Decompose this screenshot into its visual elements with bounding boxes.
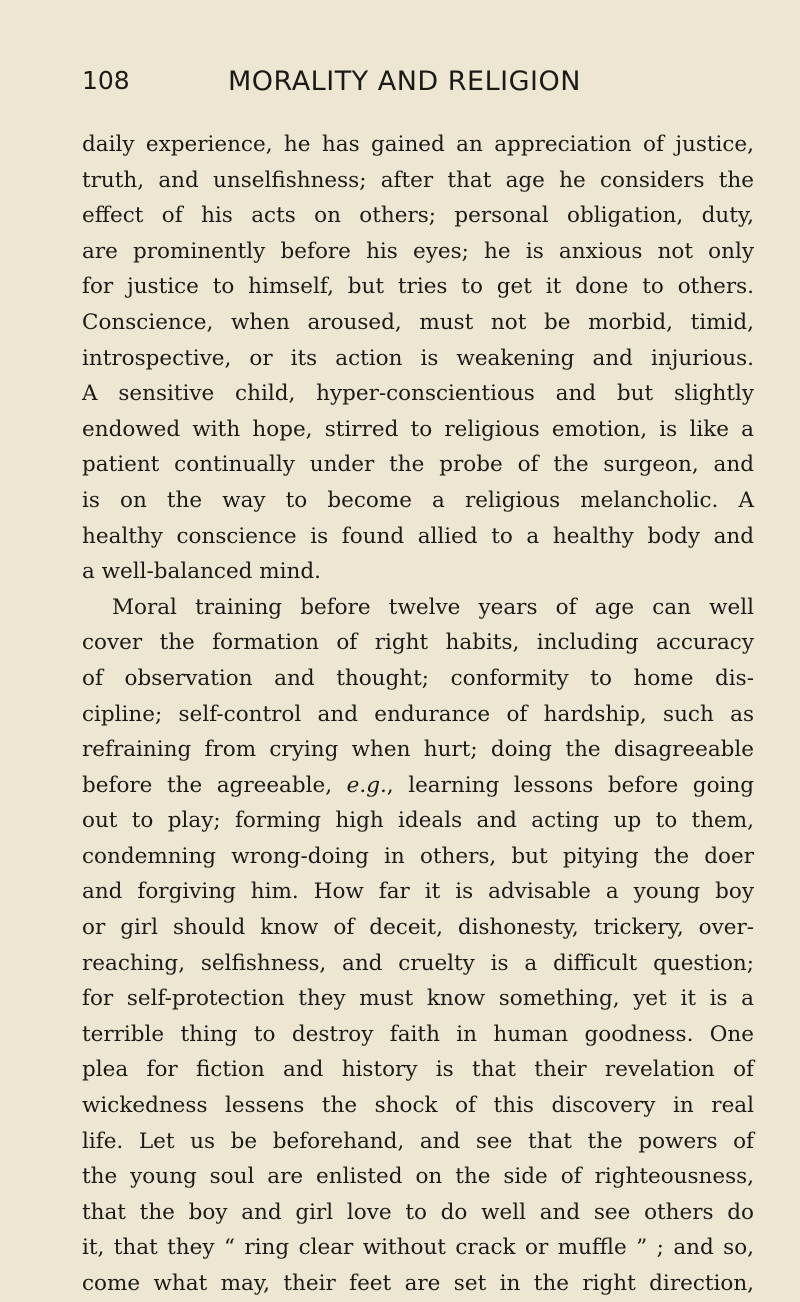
text-fragment: before the agreeable, bbox=[82, 772, 333, 798]
text-line: life. Let us be beforehand, and see that the powers of bbox=[82, 1128, 754, 1154]
italic-abbreviation: e.g. bbox=[346, 772, 387, 798]
text-line: cipline; self-control and endurance of hardship, such as bbox=[82, 701, 754, 727]
text-line: truth, and unselfishness; after that age he considers the bbox=[82, 167, 754, 193]
text-line: or girl should know of deceit, dishonesty, trickery, over- bbox=[82, 915, 754, 941]
text-line: it, that they “ ring clear without crack or muffle ” ; and so, bbox=[82, 1235, 754, 1261]
text-line: A sensitive child, hyper-conscientious and but slightly bbox=[82, 381, 754, 407]
text-line: refraining from crying when hurt; doing the disagreeable bbox=[82, 737, 754, 763]
running-head bbox=[82, 66, 754, 106]
text-fragment: , learning lessons before going bbox=[386, 772, 754, 798]
text-line: daily experience, he has gained an appreciation of justice, bbox=[82, 132, 754, 157]
text-line: terrible thing to destroy faith in human goodness. One bbox=[82, 1021, 754, 1047]
chapter-title: MORALITY AND RELIGION bbox=[228, 66, 581, 97]
page-number: 108 bbox=[82, 66, 130, 95]
body-text bbox=[82, 127, 754, 1302]
text-line: and forgiving him. How far it is advisable a young boy bbox=[82, 879, 754, 905]
text-line: are prominently before his eyes; he is anxious not only bbox=[82, 238, 754, 264]
text-line: for self-protection they must know something, yet it is a bbox=[82, 986, 754, 1012]
text-line: condemning wrong-doing in others, but pitying the doer bbox=[82, 843, 754, 869]
text-line: healthy conscience is found allied to a healthy body and bbox=[82, 523, 754, 549]
text-line: wickedness lessens the shock of this discovery in real bbox=[82, 1093, 754, 1119]
text-line: cover the formation of right habits, including accuracy bbox=[82, 630, 754, 656]
text-line: Conscience, when aroused, must not be morbid, timid, bbox=[82, 309, 754, 335]
text-line: effect of his acts on others; personal obligation, duty, bbox=[82, 203, 754, 229]
text-line: patient continually under the probe of the surgeon, and bbox=[82, 452, 754, 478]
text-line-with-italic bbox=[82, 768, 754, 804]
text-line: for justice to himself, but tries to get it done to others. bbox=[82, 274, 754, 300]
text-line: out to play; forming high ideals and acting up to them, bbox=[82, 808, 754, 834]
text-line: endowed with hope, stirred to religious emotion, is like a bbox=[82, 416, 754, 442]
text-line: of observation and thought; conformity to home dis- bbox=[82, 665, 754, 691]
text-line: reaching, selfishness, and cruelty is a difficult question; bbox=[82, 950, 754, 976]
text-line: plea for fiction and history is that their revelation of bbox=[82, 1057, 754, 1083]
text-line: that the boy and girl love to do well and see others do bbox=[82, 1199, 754, 1225]
paragraph-end-line: a well-balanced mind. bbox=[82, 559, 321, 585]
paragraph-start-line: Moral training before twelve years of age can well bbox=[112, 594, 754, 620]
text-line: is on the way to become a religious melancholic. A bbox=[82, 487, 754, 513]
text-line: introspective, or its action is weakening and injurious. bbox=[82, 345, 754, 371]
text-line: the young soul are enlisted on the side of righteousness, bbox=[82, 1164, 754, 1190]
text-line: come what may, their feet are set in the right direction, bbox=[82, 1271, 754, 1296]
